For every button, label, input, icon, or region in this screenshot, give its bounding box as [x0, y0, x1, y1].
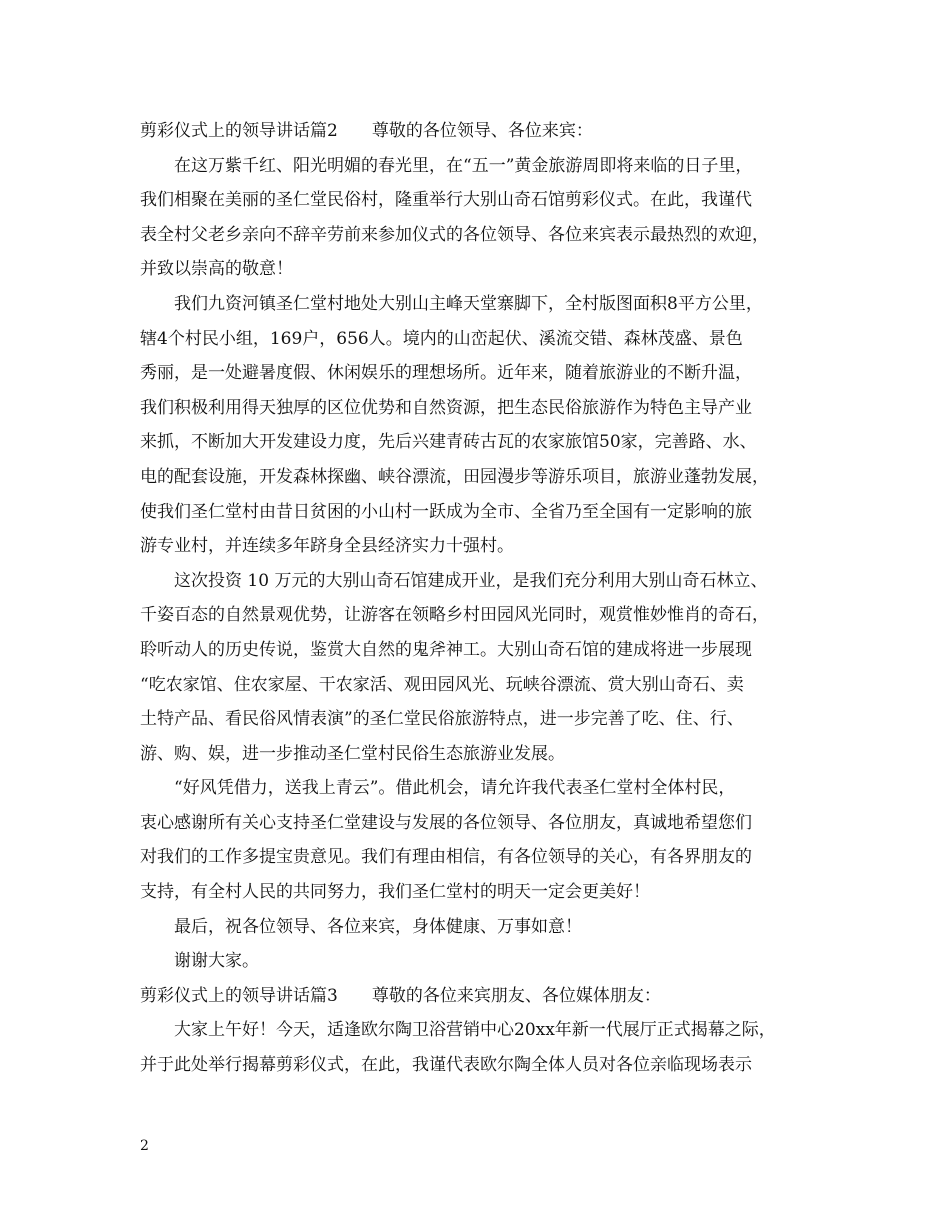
text-line: 秀丽，是一处避暑度假、休闲娱乐的理想场所。近年来，随着旅游业的不断升温， — [140, 363, 752, 384]
text-line: 谢谢大家。 — [174, 951, 259, 972]
text-line: 并于此处举行揭幕剪彩仪式，在此，我谨代表欧尔陶全体人员对各位亲临现场表示 — [140, 1055, 752, 1076]
text-line: 最后，祝各位领导、各位来宾，身体健康、万事如意！ — [174, 916, 582, 937]
text-line: 我们相聚在美丽的圣仁堂民俗村，隆重举行大别山奇石馆剪彩仪式。在此，我谨代 — [140, 190, 752, 211]
text-line: 电的配套设施，开发森林探幽、峡谷漂流，田园漫步等游乐项目，旅游业蓬勃发展， — [140, 466, 769, 487]
text-line: 辖4个村民小组，169户，656人。境内的山峦起伏、溪流交错、森林茂盛、景色 — [140, 328, 743, 349]
text-line: 支持，有全村人民的共同努力，我们圣仁堂村的明天一定会更美好！ — [140, 882, 650, 903]
text-line: 对我们的工作多提宝贵意见。我们有理由相信，有各位领导的关心，有各界朋友的 — [140, 847, 752, 868]
salutation: 尊敬的各位来宾朋友、各位媒体朋友： — [371, 985, 661, 1006]
text-line: 我们九资河镇圣仁堂村地处大别山主峰天堂寨脚下，全村版图面积8平方公里， — [174, 293, 763, 314]
text-line: 这次投资 10 万元的大别山奇石馆建成开业，是我们充分利用大别山奇石林立、 — [174, 570, 768, 591]
text-line: 游、购、娱，进一步推动圣仁堂村民俗生态旅游业发展。 — [140, 743, 565, 764]
text-line: 游专业村，并连续多年跻身全县经济实力十强村。 — [140, 536, 514, 557]
text-line: 并致以崇高的敬意！ — [140, 259, 293, 280]
text-line: “吃农家馆、住农家屋、干农家活、观田园风光、玩峡谷漂流、赏大别山奇石、卖 — [140, 674, 744, 695]
salutation: 尊敬的各位领导、各位来宾： — [371, 121, 593, 141]
document-body — [140, 114, 830, 1083]
text-line: “好风凭借力，送我上青云”。借此机会，请允许我代表圣仁堂村全体村民， — [174, 778, 736, 799]
section-heading — [140, 979, 830, 1014]
text-line: 在这万紫千红、阳光明媚的春光里，在“五一”黄金旅游周即将来临的日子里， — [174, 155, 753, 176]
text-line: 来抓，不断加大开发建设力度，先后兴建青砖古瓦的农家旅馆50家，完善路、水、 — [140, 432, 757, 453]
text-line: 表全村父老乡亲向不辞辛劳前来参加仪式的各位领导、各位来宾表示最热烈的欢迎， — [140, 224, 769, 245]
section-title: 剪彩仪式上的领导讲话篇3 — [140, 985, 338, 1006]
text-line: 我们积极利用得天独厚的区位优势和自然资源，把生态民俗旅游作为特色主导产业 — [140, 397, 752, 418]
text-line: 衷心感谢所有关心支持圣仁堂建设与发展的各位领导、各位朋友，真诚地希望您们 — [140, 812, 752, 833]
section-heading — [140, 114, 830, 149]
text-line: 聆听动人的历史传说，鉴赏大自然的鬼斧神工。大别山奇石馆的建成将进一步展现 — [140, 639, 752, 660]
text-line: 使我们圣仁堂村由昔日贫困的小山村一跃成为全市、全省乃至全国有一定影响的旅 — [140, 501, 752, 522]
section-title: 剪彩仪式上的领导讲话篇2 — [140, 121, 338, 141]
text-line: 千姿百态的自然景观优势，让游客在领略乡村田园风光同时，观赏惟妙惟肖的奇石， — [140, 605, 769, 626]
page-number: 2 — [140, 1138, 149, 1154]
text-line: 土特产品、看民俗风情表演”的圣仁堂民俗旅游特点，进一步完善了吃、住、行、 — [140, 709, 744, 730]
text-line: 大家上午好！今天，适逢欧尔陶卫浴营销中心20xx年新一代展厅正式揭幕之际， — [174, 1020, 776, 1041]
